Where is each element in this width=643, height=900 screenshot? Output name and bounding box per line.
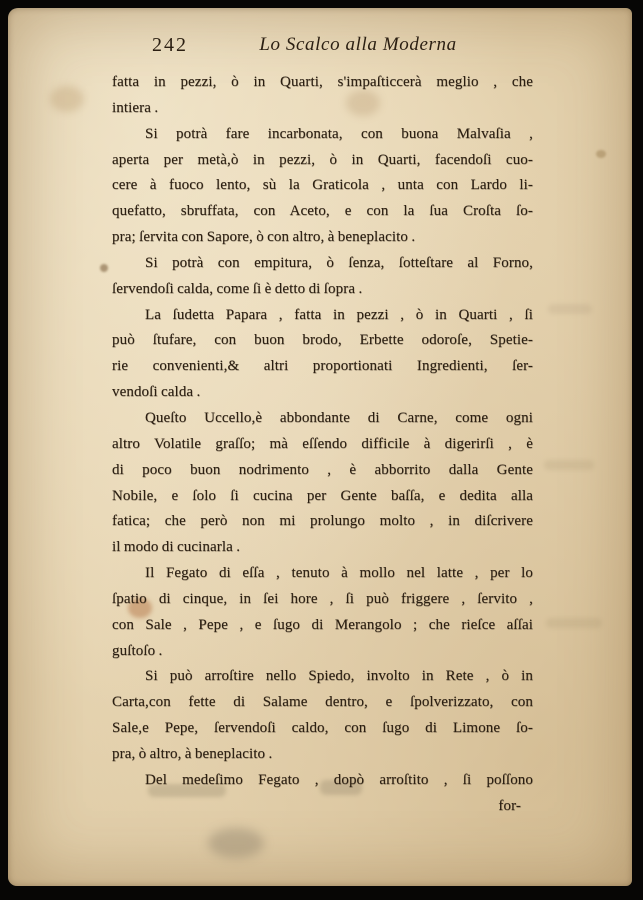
text-line: ſervendoſi calda, come ſi è detto di ſopra . — [112, 280, 363, 297]
text-line: Sale,e Pepe, ſervendoſi caldo, con ſugo di Limone ſo- — [112, 720, 533, 737]
running-title: Lo Scalco alla Moderna — [259, 34, 457, 55]
text-line: pra, ò altro, à beneplacito . — [112, 745, 273, 762]
paper-stain — [100, 264, 108, 272]
text-line: aperta per metà,ò in pezzi, ò in Quarti, facendoſi cuo- — [112, 151, 533, 168]
text-line: Carta,con fette di Salame dentro, e ſpolverizzato, con — [112, 694, 533, 711]
paper-stain — [596, 150, 606, 158]
text-line: fatica; che però non mi prolungo molto , in diſcrivere — [112, 513, 533, 530]
text-line: può ſtufare, con buon brodo, Erbette odoroſe, Spetie- — [112, 332, 533, 349]
text-line: con Sale , Pepe , e ſugo di Merangolo ; che rieſce aſſai — [112, 616, 533, 633]
paper-stain — [50, 86, 84, 112]
text-line: pra; ſervita con Sapore, ò con altro, à beneplacito . — [112, 229, 416, 246]
text-line: Si potrà con empitura, ò ſenza, ſotteſtare al Forno, — [145, 254, 533, 271]
paper-stain — [208, 828, 264, 858]
text-line: rie convenienti,& altri proportionati Ingredienti, ſer- — [112, 358, 533, 375]
text-line: vendoſi calda . — [112, 384, 201, 401]
text-line: Il Fegato di eſſa , tenuto à mollo nel latte , per lo — [145, 565, 533, 582]
ink-bleedthrough — [548, 304, 592, 314]
ink-bleedthrough — [544, 460, 594, 470]
text-line: Si potrà fare incarbonata, con buona Malvaſia , — [145, 125, 533, 142]
text-line: Nobile, e ſolo ſi cucina per Gente baſſa, e dedita alla — [112, 487, 533, 504]
text-line: ſpatio di cinque, in ſei hore , ſi può friggere , ſervito , — [112, 590, 533, 607]
book-page — [8, 8, 632, 886]
text-line: il modo di cucinarla . — [112, 539, 241, 556]
text-line: altro Volatile graſſo; mà eſſendo difficile à digerirſi , è — [112, 435, 533, 452]
text-line: di poco buon nodrimento , è abborrito dalla Gente — [112, 461, 533, 478]
text-line: cere à fuoco lento, sù la Graticola , unta con Lardo li- — [112, 177, 533, 194]
text-line: La ſudetta Papara , fatta in pezzi , ò in Quarti , ſi — [145, 306, 533, 323]
catchword: for- — [498, 797, 521, 814]
ink-bleedthrough — [546, 618, 602, 628]
text-line: quefatto, sbruffata, con Aceto, e con la ſua Croſta ſo- — [112, 203, 533, 220]
text-block — [112, 70, 533, 819]
page-header — [112, 34, 533, 62]
text-line: fatta in pezzi, ò in Quarti, s'impaſticcerà meglio , che — [112, 74, 533, 90]
text-line: guſtoſo . — [112, 642, 163, 659]
text-line: Queſto Uccello,è abbondante di Carne, come ogni — [145, 409, 533, 426]
text-line: Si può arroſtire nello Spiedo, involto in Rete , ò in — [145, 668, 533, 685]
text-line: intiera . — [112, 99, 159, 116]
text-line: Del medeſimo Fegato , dopò arroſtito , ſi poſſono — [145, 771, 533, 788]
page-number: 242 — [152, 34, 188, 56]
